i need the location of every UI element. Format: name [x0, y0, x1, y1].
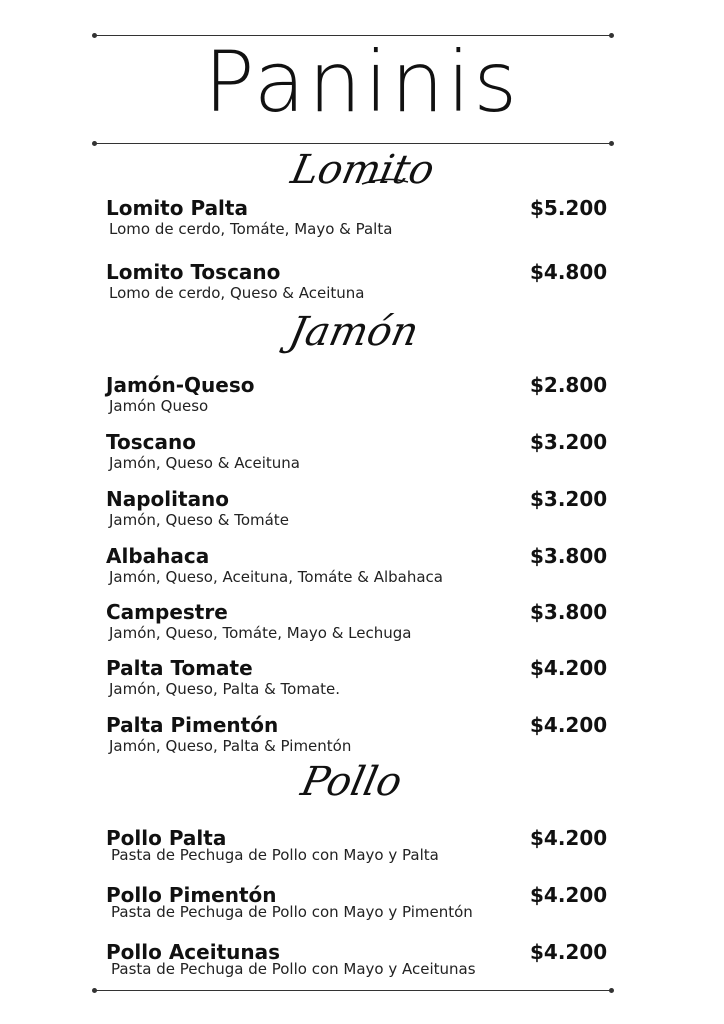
item-price: $2.800	[530, 373, 608, 397]
item-name: Palta Pimentón	[106, 713, 279, 737]
item-description: Jamón Queso	[109, 397, 209, 415]
item-name: Pollo Palta	[106, 826, 227, 850]
item-description: Lomo de cerdo, Queso & Aceituna	[109, 284, 365, 302]
item-price: $5.200	[530, 196, 608, 220]
item-name: Napolitano	[106, 487, 230, 511]
item-price: $4.200	[530, 940, 608, 964]
item-name: Lomito Palta	[106, 196, 248, 220]
item-description: Pasta de Pechuga de Pollo con Mayo y Pimentón	[111, 903, 473, 921]
item-price: $3.800	[530, 600, 608, 624]
item-name: Pollo Pimentón	[106, 883, 277, 907]
item-price: $3.200	[530, 487, 608, 511]
item-description: Jamón, Queso & Tomáte	[109, 511, 289, 529]
item-name: Toscano	[106, 430, 196, 454]
item-description: Pasta de Pechuga de Pollo con Mayo y Aceitunas	[111, 960, 476, 978]
item-description: Jamón, Queso, Palta & Tomate.	[109, 680, 341, 698]
item-name: Palta Tomate	[106, 656, 253, 680]
item-name: Jamón-Queso	[106, 373, 255, 397]
item-description: Lomo de cerdo, Tomáte, Mayo & Palta	[109, 220, 393, 238]
flourish-line	[360, 176, 410, 188]
item-price: $4.200	[530, 713, 608, 737]
item-name: Pollo Aceitunas	[106, 940, 281, 964]
item-description: Jamón, Queso, Aceituna, Tomáte & Albahaca	[109, 568, 443, 586]
item-name: Lomito Toscano	[106, 260, 281, 284]
title-divider	[94, 143, 612, 144]
item-price: $4.800	[530, 260, 608, 284]
item-price: $3.800	[530, 544, 608, 568]
section-heading-lomito: Lomito	[287, 147, 439, 193]
item-price: $4.200	[530, 883, 608, 907]
item-name: Campestre	[106, 600, 228, 624]
section-heading-pollo: Pollo	[297, 759, 406, 805]
item-description: Jamón, Queso, Tomáte, Mayo & Lechuga	[109, 624, 412, 642]
item-price: $4.200	[530, 656, 608, 680]
section-heading-jamon: Jamón	[285, 309, 423, 355]
item-price: $3.200	[530, 430, 608, 454]
item-price: $4.200	[530, 826, 608, 850]
item-name: Albahaca	[106, 544, 210, 568]
page-title: Paninis	[203, 33, 521, 131]
item-description: Jamón, Queso & Aceituna	[109, 454, 300, 472]
bottom-divider	[94, 990, 612, 991]
item-description: Pasta de Pechuga de Pollo con Mayo y Palta	[111, 846, 439, 864]
item-description: Jamón, Queso, Palta & Pimentón	[109, 737, 352, 755]
